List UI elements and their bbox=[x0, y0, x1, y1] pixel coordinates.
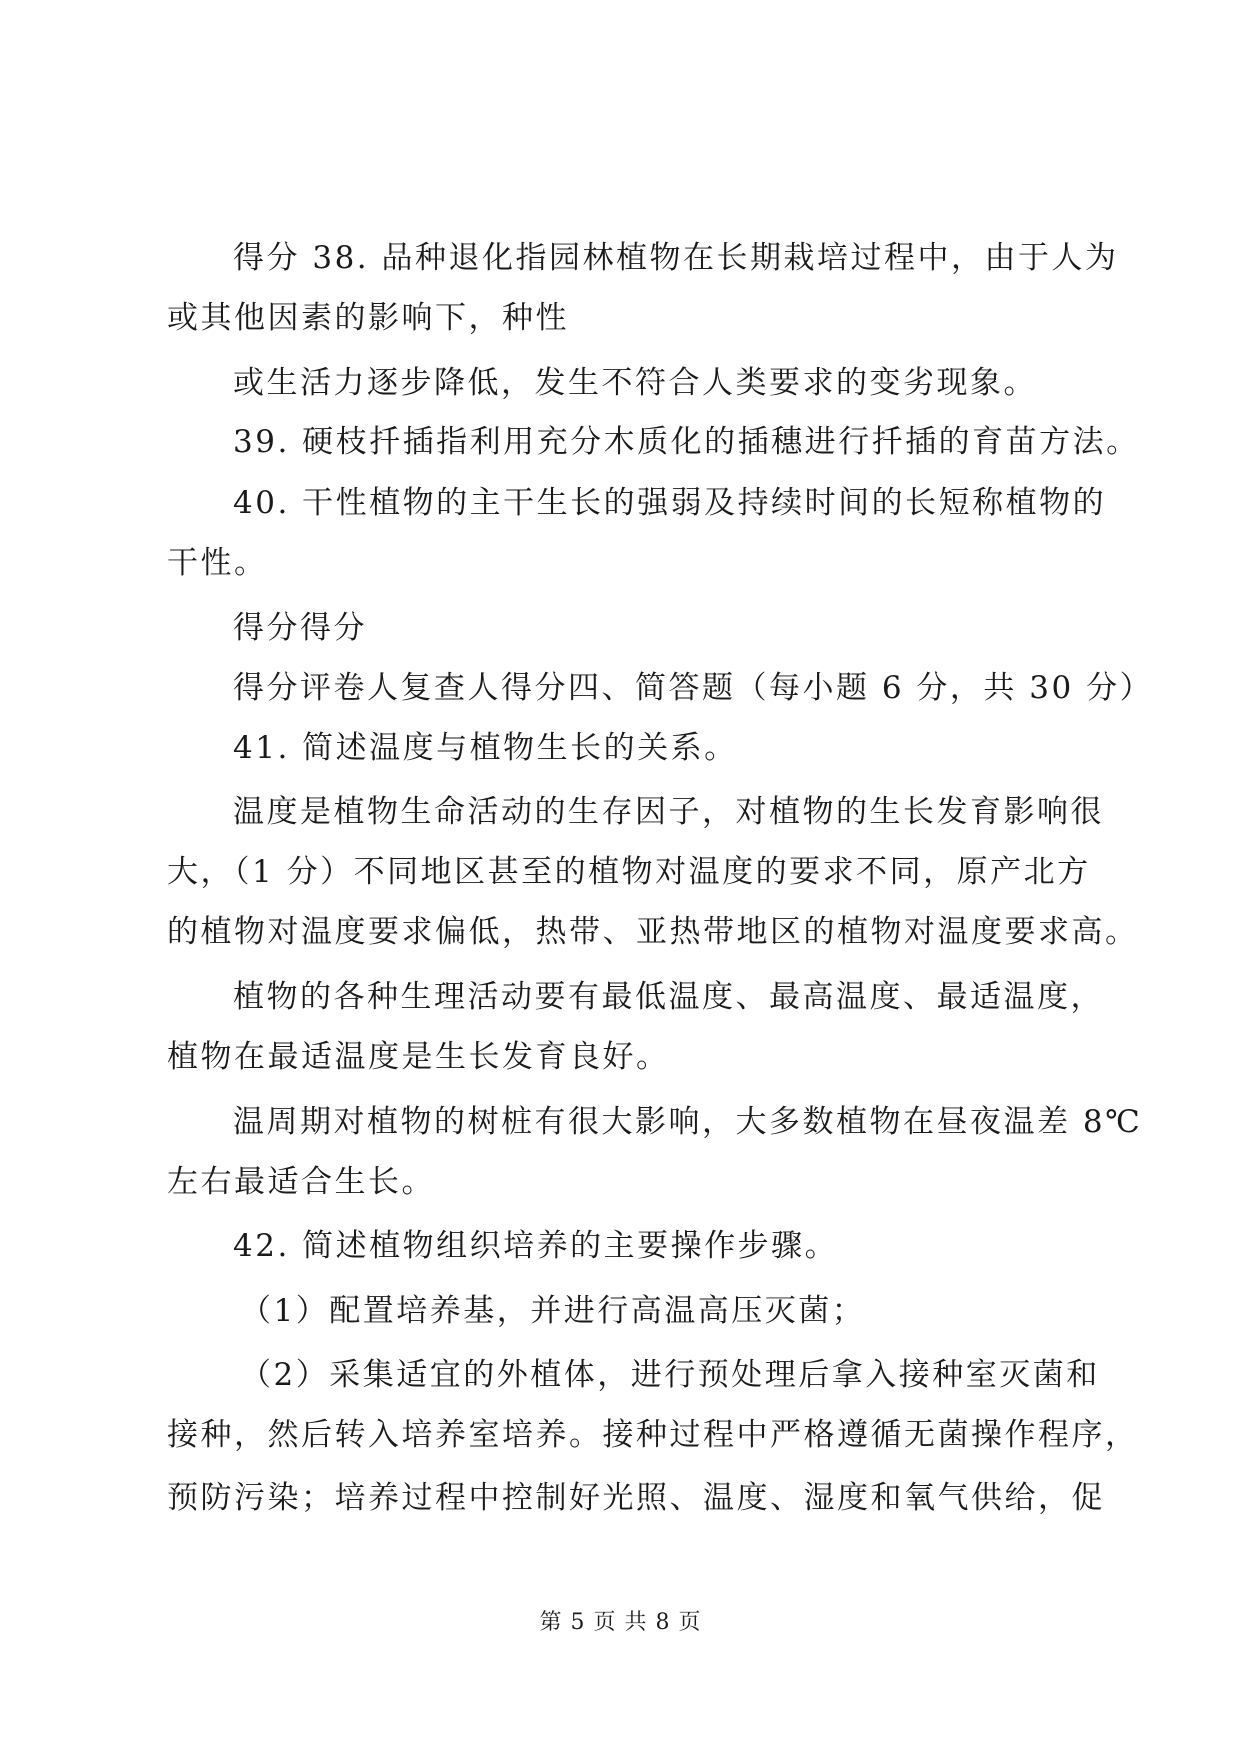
text-line: （1）配置培养基，并进行高温高压灭菌； bbox=[240, 1293, 866, 1329]
text-line: 温周期对植物的树桩有很大影响，大多数植物在昼夜温差 8℃ bbox=[233, 1104, 1143, 1140]
question-heading: 42. 简述植物组织培养的主要操作步骤。 bbox=[233, 1228, 839, 1264]
text-line: 预防污染；培养过程中控制好光照、温度、湿度和氧气供给，促 bbox=[167, 1480, 1105, 1516]
text-line: 的植物对温度要求偏低，热带、亚热带地区的植物对温度要求高。 bbox=[167, 914, 1139, 950]
text-line: （2）采集适宜的外植体，进行预处理后拿入接种室灭菌和 bbox=[240, 1357, 1100, 1393]
text-line: 得分得分 bbox=[233, 610, 367, 646]
text-line: 左右最适合生长。 bbox=[167, 1164, 435, 1200]
text-line: 得分 38. 品种退化指园林植物在长期栽培过程中，由于人为 bbox=[233, 240, 1119, 276]
text-line: 植物在最适温度是生长发育良好。 bbox=[167, 1039, 670, 1075]
text-line: 40. 干性植物的主干生长的强弱及持续时间的长短称植物的 bbox=[233, 485, 1107, 521]
text-line: 大，（1 分）不同地区甚至的植物对温度的要求不同，原产北方 bbox=[167, 854, 1091, 890]
text-line: 或其他因素的影响下，种性 bbox=[167, 300, 569, 336]
text-line: 干性。 bbox=[167, 545, 268, 581]
text-line: 或生活力逐步降低，发生不符合人类要求的变劣现象。 bbox=[233, 365, 1037, 401]
text-line: 温度是植物生命活动的生存因子，对植物的生长发育影响很 bbox=[233, 794, 1104, 830]
text-line: 接种，然后转入培养室培养。接种过程中严格遵循无菌操作程序， bbox=[167, 1417, 1139, 1453]
text-line: 39. 硬枝扦插指利用充分木质化的插穗进行扦插的育苗方法。 bbox=[233, 424, 1140, 460]
text-line: 植物的各种生理活动要有最低温度、最高温度、最适温度， bbox=[233, 979, 1104, 1015]
text-line: 得分评卷人复查人得分四、简答题（每小题 6 分，共 30 分） bbox=[233, 670, 1154, 706]
page-number-footer: 第 5 页 共 8 页 bbox=[539, 1610, 702, 1635]
question-heading: 41. 简述温度与植物生长的关系。 bbox=[233, 730, 738, 766]
